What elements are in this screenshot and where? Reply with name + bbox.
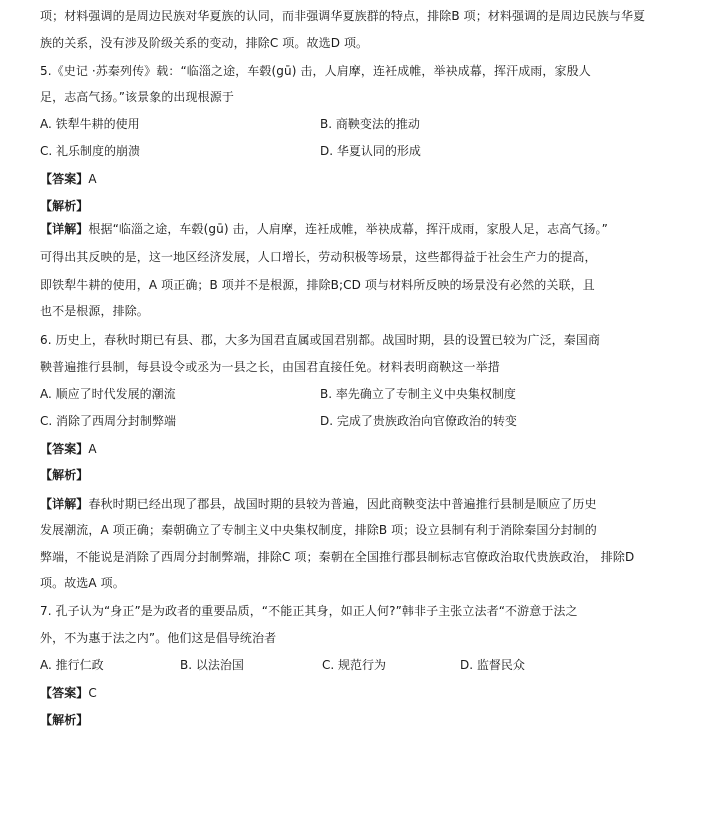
- q5-detail: 可得出其反映的是，这一地区经济发展，人口增长，劳动积极等场景，这些都得益于社会生产力的提高，: [40, 250, 597, 264]
- question-6-stem: 6. 历史上，春秋时期已有县、郡，大多为国君直属或国君别都。战国时期，县的设置已较为广泛，秦国商: [40, 333, 601, 347]
- detail-text: 根据“临淄之途，车毂(gū) 击，人肩摩，连衽成帷，举袂成幕，挥汗成雨，家殷人足，志高气扬。”: [88, 222, 608, 236]
- question-5-stem: 5.《史记 ·苏秦列传》载：“临淄之途，车毂(gū) 击，人肩摩，连衽成帷，举袂成幕，挥汗成雨，家殷人: [40, 64, 591, 78]
- q5-option-a: A. 铁犁牛耕的使用: [40, 117, 140, 131]
- q7-answer: [40, 686, 97, 700]
- question-7-stem: 外，不为惠于法之内”。他们这是倡导统治者: [40, 631, 277, 645]
- q6-detail: 弊端，不能说是消除了西周分封制弊端，排除C 项；秦朝在全国推行郡县制标志官僚政治取代贵族政治， 排除D: [40, 550, 635, 564]
- answer-tag: 【答案】: [40, 442, 89, 456]
- answer-tag: 【答案】: [40, 172, 89, 186]
- answer-value: C: [88, 686, 97, 700]
- q7-option-d: D. 监督民众: [460, 658, 525, 672]
- q6-answer: [40, 442, 97, 456]
- q6-option-c: C. 消除了西周分封制弊端: [40, 414, 177, 428]
- answer-tag: 【答案】: [40, 686, 89, 700]
- analysis-tag: 【解析】: [40, 713, 89, 727]
- q6-option-b: B. 率先确立了专制主义中央集权制度: [320, 387, 516, 401]
- q6-option-d: D. 完成了贵族政治向官僚政治的转变: [320, 414, 517, 428]
- q7-option-c: C. 规范行为: [322, 658, 387, 672]
- question-5-stem: 足，志高气扬。”该景象的出现根源于: [40, 90, 234, 104]
- question-6-stem: 鞅普遍推行县制，每县设令或丞为一县之长，由国君直接任免。材料表明商鞅这一举措: [40, 360, 500, 374]
- detail-tag: 【详解】: [40, 222, 89, 236]
- q5-detail: 也不是根源，排除。: [40, 304, 149, 318]
- q5-option-d: D. 华夏认同的形成: [320, 144, 421, 158]
- answer-value: A: [88, 442, 97, 456]
- q5-option-b: B. 商鞅变法的推动: [320, 117, 420, 131]
- q7-option-a: A. 推行仁政: [40, 658, 104, 672]
- analysis-tag: 【解析】: [40, 199, 89, 213]
- q6-analysis-tag: [40, 468, 88, 482]
- q6-detail: 项。故选A 项。: [40, 576, 125, 590]
- question-7-stem: 7. 孔子认为“身正”是为政者的重要品质，“不能正其身，如正人何?”韩非子主张立法者“不游意于法之: [40, 604, 578, 618]
- q5-detail: 即铁犁牛耕的使用，A 项正确；B 项并不是根源，排除B;CD 项与材料所反映的场景没有必然的关联，且: [40, 278, 595, 292]
- detail-tag: 【详解】: [40, 497, 89, 511]
- q5-detail: [40, 222, 608, 236]
- q6-option-a: A. 顺应了时代发展的潮流: [40, 387, 176, 401]
- q5-analysis-tag: [40, 199, 88, 213]
- q7-analysis-tag: [40, 713, 88, 727]
- answer-value: A: [88, 172, 97, 186]
- q7-option-b: B. 以法治国: [180, 658, 244, 672]
- q6-detail: 发展潮流，A 项正确；秦朝确立了专制主义中央集权制度，排除B 项；设立县制有利于消除秦国分封制的: [40, 523, 597, 537]
- text-line: 族的关系，没有涉及阶级关系的变动，排除C 项。故选D 项。: [40, 36, 369, 50]
- analysis-tag: 【解析】: [40, 468, 89, 482]
- text-line: 项；材料强调的是周边民族对华夏族的认同，而非强调华夏族群的特点，排除B 项；材料强调的是周边民族与华夏: [40, 9, 646, 23]
- q6-detail: [40, 497, 597, 511]
- q5-answer: [40, 172, 97, 186]
- detail-text: 春秋时期已经出现了郡县，战国时期的县较为普遍，因此商鞅变法中普遍推行县制是顺应了历史: [88, 497, 597, 511]
- q5-option-c: C. 礼乐制度的崩溃: [40, 144, 141, 158]
